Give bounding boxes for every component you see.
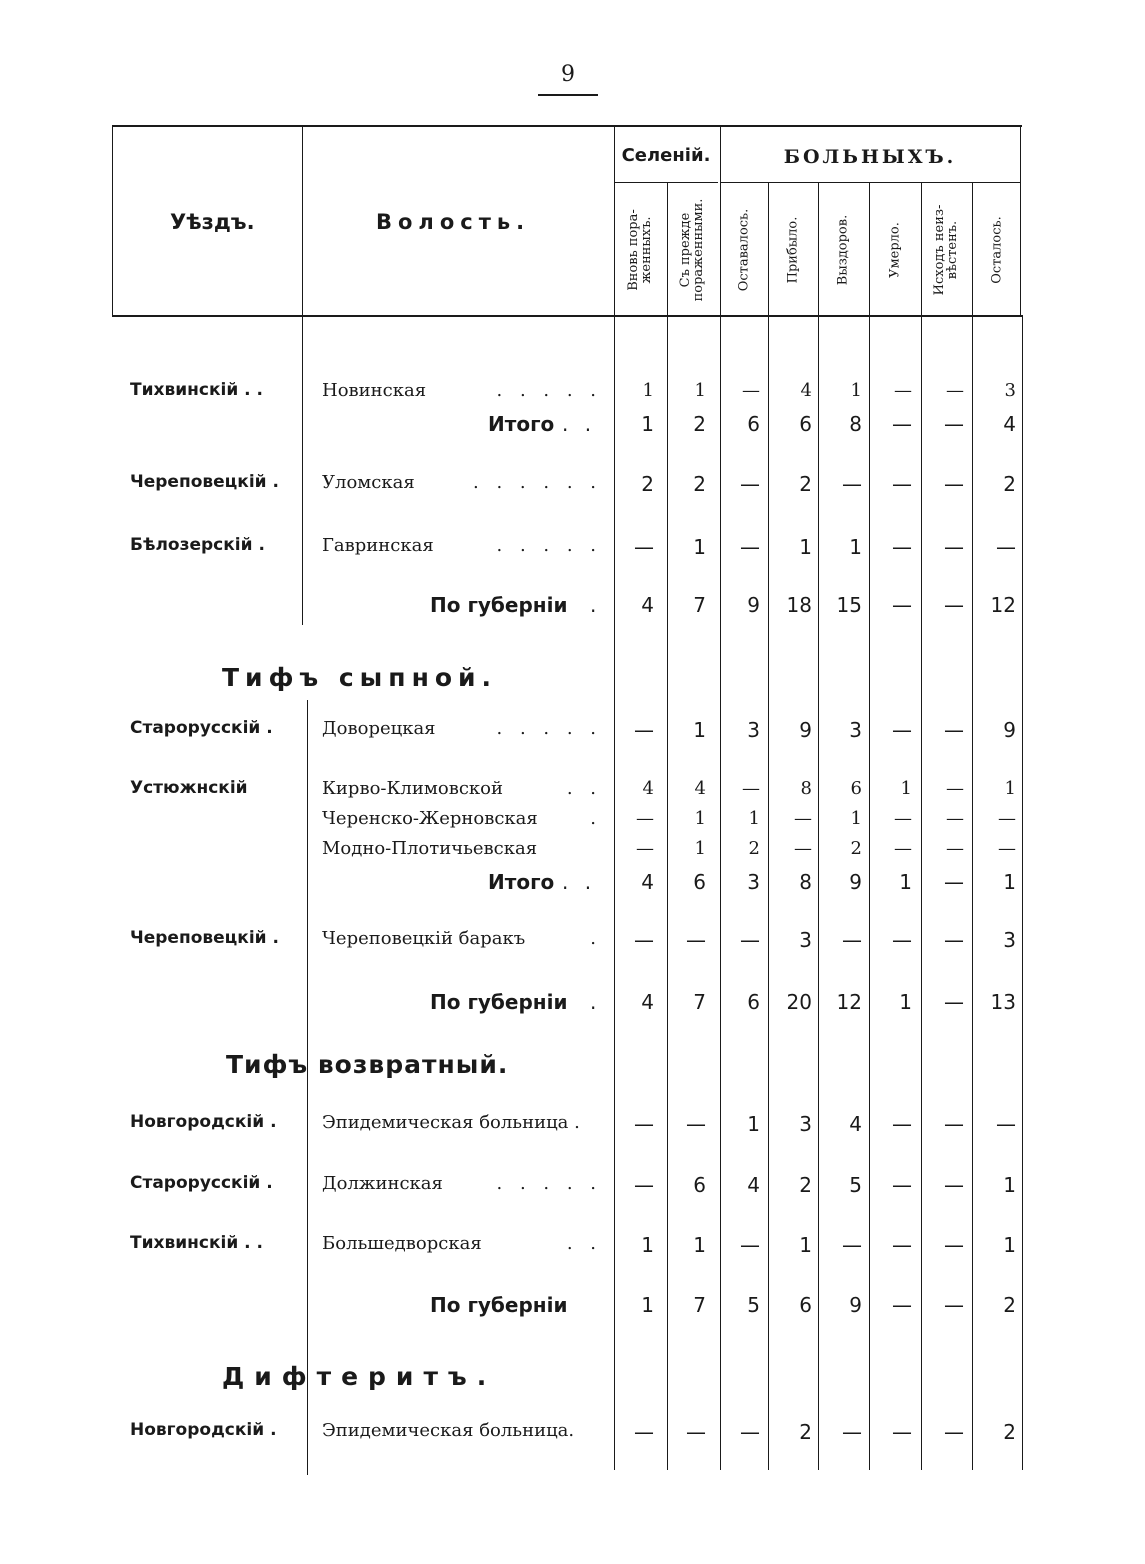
table-cell: — [892,1420,912,1444]
table-cell: — [892,718,912,742]
table-cell: 6 [693,870,706,894]
section-title: Тифъ сыпной. [222,663,498,692]
column-header-text: Умерло. [887,222,903,278]
itogo-label: Итого [488,412,555,436]
volost-text: Эпидемическая больница . [322,1112,580,1133]
uezd-name: Череповецкій . [130,928,279,948]
table-cell: 1 [1004,778,1016,799]
table-left-border [112,125,113,315]
table-cell: — [946,380,964,401]
seleniy-under-rule [614,182,718,183]
table-cell: — [944,412,964,436]
volost-name [322,472,602,493]
table-cell: 4 [849,1112,862,1136]
table-cell: — [842,472,862,496]
volost-name [322,380,602,401]
volost-name [322,838,602,859]
table-cell: 12 [836,990,862,1014]
table-cell: 9 [799,718,812,742]
uezd-name: Устюжнскій [130,778,248,798]
table-cell: — [636,838,654,859]
po-gubernii-label: По губерніи [430,990,568,1014]
table-cell: — [892,1173,912,1197]
leader-dots: . . [562,412,597,436]
table-cell: 1 [747,1112,760,1136]
table-cell: 8 [800,778,812,799]
table-cell: 1 [641,1233,654,1257]
table-right-border [1020,125,1021,315]
table-cell: — [944,1112,964,1136]
table-cell: — [742,778,760,799]
volost-name [322,718,602,739]
table-cell: — [634,718,654,742]
uezd-name: Тихвинскій . . [130,1233,263,1253]
table-cell: — [892,472,912,496]
table-cell: — [842,928,862,952]
table-cell: — [740,1420,760,1444]
volost-name [322,1420,602,1441]
table-cell: — [740,928,760,952]
table-cell: — [740,535,760,559]
table-cell: 4 [641,593,654,617]
leader-dots: . . [566,1233,602,1254]
column-header-text: Вновь пора- женныхъ. [626,209,654,291]
leader-dots: . . [566,778,602,799]
table-cell: — [944,1173,964,1197]
table-cell: 13 [990,990,1016,1014]
table-cell: 7 [693,990,706,1014]
table-cell: — [944,718,964,742]
table-cell: — [686,928,706,952]
table-cell: 1 [694,808,706,829]
leader-dots: . . [562,870,597,894]
table-cell: 7 [693,1293,706,1317]
column-header-text: Прибыло. [785,216,801,284]
volost-text: Большедворская [322,1233,482,1254]
table-cell: — [892,535,912,559]
table-cell: 3 [1004,380,1016,401]
po-gubernii-label: По губерніи [430,1293,568,1317]
table-cell: 5 [849,1173,862,1197]
table-cell: 2 [693,412,706,436]
table-cell: 2 [799,472,812,496]
table-top-rule [112,125,1022,127]
table-cell: 18 [786,593,812,617]
uezd-name: Тихвинскій . . [130,380,263,400]
volost-text: Новинская [322,380,427,401]
table-cell: — [998,838,1016,859]
leader-dots: . [590,990,597,1014]
table-cell: 2 [1003,472,1016,496]
table-cell: 8 [849,412,862,436]
table-cell: 1 [1003,1233,1016,1257]
table-cell: 2 [641,472,654,496]
volost-text: Гавринская [322,535,434,556]
volost-text: Эпидемическая больница. [322,1420,575,1441]
table-cell: 1 [693,535,706,559]
table-cell: — [944,870,964,894]
table-cell: 9 [849,1293,862,1317]
column-header-text: Осталось. [989,216,1005,284]
volost-text: Череповецкій баракъ [322,928,526,949]
section-title: Тифъ возвратный. [226,1050,509,1079]
leader-dots: . . . . . [496,380,602,401]
table-cell: — [842,1233,862,1257]
table-cell: 6 [850,778,862,799]
table-cell: 2 [1003,1293,1016,1317]
uezd-name: Бѣлозерскій . [130,535,265,555]
table-cell: 1 [850,808,862,829]
table-cell: 4 [800,380,812,401]
table-cell: — [892,1293,912,1317]
table-cell: 3 [799,928,812,952]
table-cell: — [842,1420,862,1444]
table-cell: 3 [799,1112,812,1136]
table-cell: 1 [799,535,812,559]
table-cell: 1 [899,870,912,894]
table-cell: — [892,1233,912,1257]
table-cell: 4 [1003,412,1016,436]
table-cell: 6 [799,412,812,436]
uezd-volost-divider [302,125,303,625]
volost-name [322,778,602,799]
table-cell: 1 [641,412,654,436]
volost-name [322,928,602,949]
table-cell: 3 [849,718,862,742]
table-cell: 6 [747,990,760,1014]
table-cell: 1 [1003,870,1016,894]
uezd-name: Старорусскій . [130,718,273,738]
table-cell: — [634,1420,654,1444]
column-header-text: Съ прежде пораженными. [678,198,706,302]
table-cell: — [742,380,760,401]
leader-dots: . . . . . [496,718,602,739]
leader-dots: . . . . . . [473,472,602,493]
table-cell: 1 [900,778,912,799]
table-cell: 1 [849,535,862,559]
table-cell: — [740,1233,760,1257]
leader-dots: . [590,593,597,617]
table-cell: — [892,1112,912,1136]
table-cell: — [946,778,964,799]
table-cell: — [740,472,760,496]
uezd-name: Череповецкій . [130,472,279,492]
table-cell: — [686,1112,706,1136]
table-cell: — [944,1420,964,1444]
volost-text: Черенско-Жерновская [322,808,538,829]
table-cell: 1 [899,990,912,1014]
table-cell: — [686,1420,706,1444]
table-cell: — [944,593,964,617]
table-cell: 1 [850,380,862,401]
table-cell: — [946,808,964,829]
table-cell: 2 [748,838,760,859]
table-cell: — [894,838,912,859]
column-divider [1022,315,1023,1470]
table-cell: 3 [747,718,760,742]
table-cell: — [944,1293,964,1317]
table-cell: — [944,990,964,1014]
uezd-name: Новгородскій . [130,1420,277,1440]
table-cell: 1 [641,1293,654,1317]
table-cell: 2 [799,1173,812,1197]
table-cell: — [636,808,654,829]
volost-name [322,1173,602,1194]
table-cell: — [634,535,654,559]
table-cell: 1 [693,1233,706,1257]
table-cell: 5 [747,1293,760,1317]
table-cell: — [794,808,812,829]
table-cell: — [634,928,654,952]
table-cell: 6 [799,1293,812,1317]
column-header-text: Оставалось. [736,208,752,292]
table-cell: 1 [694,838,706,859]
table-cell: 8 [799,870,812,894]
volost-name [322,535,602,556]
column-header-text: Исходъ неиз- вѣстенъ. [932,204,960,296]
table-cell: 4 [642,778,654,799]
table-header-rule [112,315,1022,317]
page-number: 9 [561,62,575,87]
volost-name [322,808,602,829]
uezd-name: Старорусскій . [130,1173,273,1193]
table-cell: 4 [641,990,654,1014]
table-cell: — [634,1173,654,1197]
leader-dots: . [590,808,602,829]
table-cell: 1 [642,380,654,401]
leader-dots: . [590,928,602,949]
table-cell: 1 [748,808,760,829]
table-cell: 3 [1003,928,1016,952]
header-uezd: Уѣздъ. [170,210,255,234]
table-cell: 6 [747,412,760,436]
table-cell: — [946,838,964,859]
table-cell: 6 [693,1173,706,1197]
volost-text: Доворецкая [322,718,436,739]
volost-text: Модно-Плотичьевская [322,838,538,859]
table-cell: 9 [849,870,862,894]
table-cell: 9 [747,593,760,617]
table-cell: — [894,380,912,401]
table-cell: 2 [799,1420,812,1444]
po-gubernii-label: По губерніи [430,593,568,617]
header-bolnykh: БОЛЬНЫХЪ. [783,146,957,168]
table-cell: — [996,1112,1016,1136]
table-cell: 12 [990,593,1016,617]
table-cell: 15 [836,593,862,617]
table-cell: 2 [693,472,706,496]
volost-name [322,1233,602,1254]
uezd-name: Новгородскій . [130,1112,277,1132]
volost-name [322,1112,602,1133]
leader-dots: . . . . . [496,535,602,556]
table-cell: 4 [641,870,654,894]
itogo-label: Итого [488,870,555,894]
table-cell: 2 [1003,1420,1016,1444]
table-cell: 1 [694,380,706,401]
table-cell: — [998,808,1016,829]
uezd-volost-divider [307,700,308,1475]
table-cell: 1 [1003,1173,1016,1197]
table-cell: 1 [693,718,706,742]
table-cell: 20 [786,990,812,1014]
table-cell: — [894,808,912,829]
table-cell: 1 [799,1233,812,1257]
header-volost: Волость. [376,210,531,234]
table-cell: — [996,535,1016,559]
table-cell: 4 [747,1173,760,1197]
table-cell: 2 [850,838,862,859]
column-header-text: Выздоров. [835,214,851,286]
table-cell: — [892,928,912,952]
page-number-rule [538,94,598,96]
table-cell: — [634,1112,654,1136]
table-cell: 9 [1003,718,1016,742]
table-cell: — [892,412,912,436]
table-cell: — [944,535,964,559]
header-seleniy: Селеній. [621,145,711,166]
table-cell: — [794,838,812,859]
table-cell: — [944,1233,964,1257]
table-cell: 3 [747,870,760,894]
bolnykh-under-rule [720,182,1020,183]
table-cell: 7 [693,593,706,617]
leader-dots: . . . . . [496,1173,602,1194]
table-cell: — [892,593,912,617]
volost-text: Кирво-Климовской [322,778,504,799]
table-cell: — [944,472,964,496]
volost-text: Уломская [322,472,415,493]
table-cell: 4 [694,778,706,799]
section-title: Дифтеритъ. [222,1362,497,1391]
volost-text: Должинская [322,1173,443,1194]
table-cell: — [944,928,964,952]
